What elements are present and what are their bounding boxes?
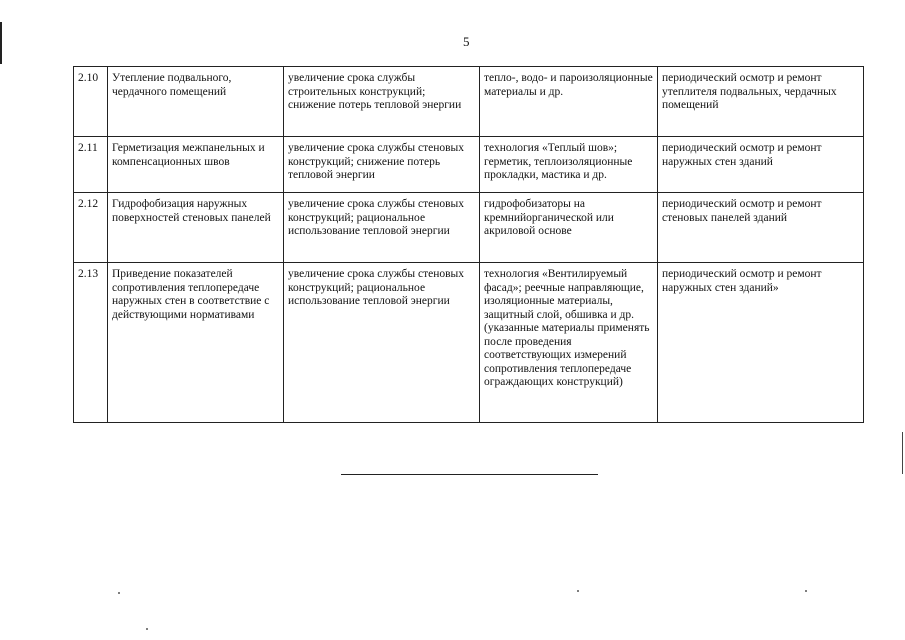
table-row (74, 193, 864, 263)
measure-name: Гидрофобизация наружных поверхностей стеновых панелей (108, 193, 284, 263)
measure-effect: увеличение срока службы стеновых конструкций; рациональное использование тепловой энергии (284, 263, 480, 423)
measure-control: периодический осмотр и ремонт утеплителя подвальных, чердачных помещений (658, 67, 864, 137)
table-row (74, 263, 864, 423)
table-row (74, 137, 864, 193)
scan-edge-mark (902, 432, 903, 474)
measure-control: периодический осмотр и ремонт стеновых панелей зданий (658, 193, 864, 263)
measure-name: Приведение показателей сопротивления теплопередаче наружных стен в соответствие с действующими нормативами (108, 263, 284, 423)
measure-technology: тепло-, водо- и пароизоляционные материалы и др. (480, 67, 658, 137)
measure-effect: увеличение срока службы строительных конструкций; снижение потерь тепловой энергии (284, 67, 480, 137)
table-row (74, 67, 864, 137)
scan-speck (805, 590, 807, 592)
measure-name: Утепление подвального, чердачного помещений (108, 67, 284, 137)
closing-rule (341, 474, 598, 475)
row-number: 2.11 (74, 137, 108, 193)
measure-technology: технология «Вентилируемый фасад»; реечные направляющие, изоляционные материалы, защитный слой, обшивка и др. (указанные материалы применять после проведения соответствующих измерений сопротивления теплопередаче ограждающих конструкций) (480, 263, 658, 423)
row-number: 2.13 (74, 263, 108, 423)
page-number: 5 (463, 34, 470, 49)
scan-edge-mark (0, 22, 2, 64)
measure-technology: технология «Теплый шов»; герметик, теплоизоляционные прокладки, мастика и др. (480, 137, 658, 193)
measure-control: периодический осмотр и ремонт наружных стен зданий» (658, 263, 864, 423)
measure-effect: увеличение срока службы стеновых конструкций; снижение потерь тепловой энергии (284, 137, 480, 193)
scan-speck (118, 592, 120, 594)
scan-speck (146, 628, 148, 630)
measure-control: периодический осмотр и ремонт наружных стен зданий (658, 137, 864, 193)
measures-table (73, 66, 864, 423)
measure-effect: увеличение срока службы стеновых конструкций; рациональное использование тепловой энергии (284, 193, 480, 263)
measure-name: Герметизация межпанельных и компенсационных швов (108, 137, 284, 193)
row-number: 2.10 (74, 67, 108, 137)
row-number: 2.12 (74, 193, 108, 263)
scan-speck (577, 590, 579, 592)
measure-technology: гидрофобизаторы на кремнийорганической или акриловой основе (480, 193, 658, 263)
